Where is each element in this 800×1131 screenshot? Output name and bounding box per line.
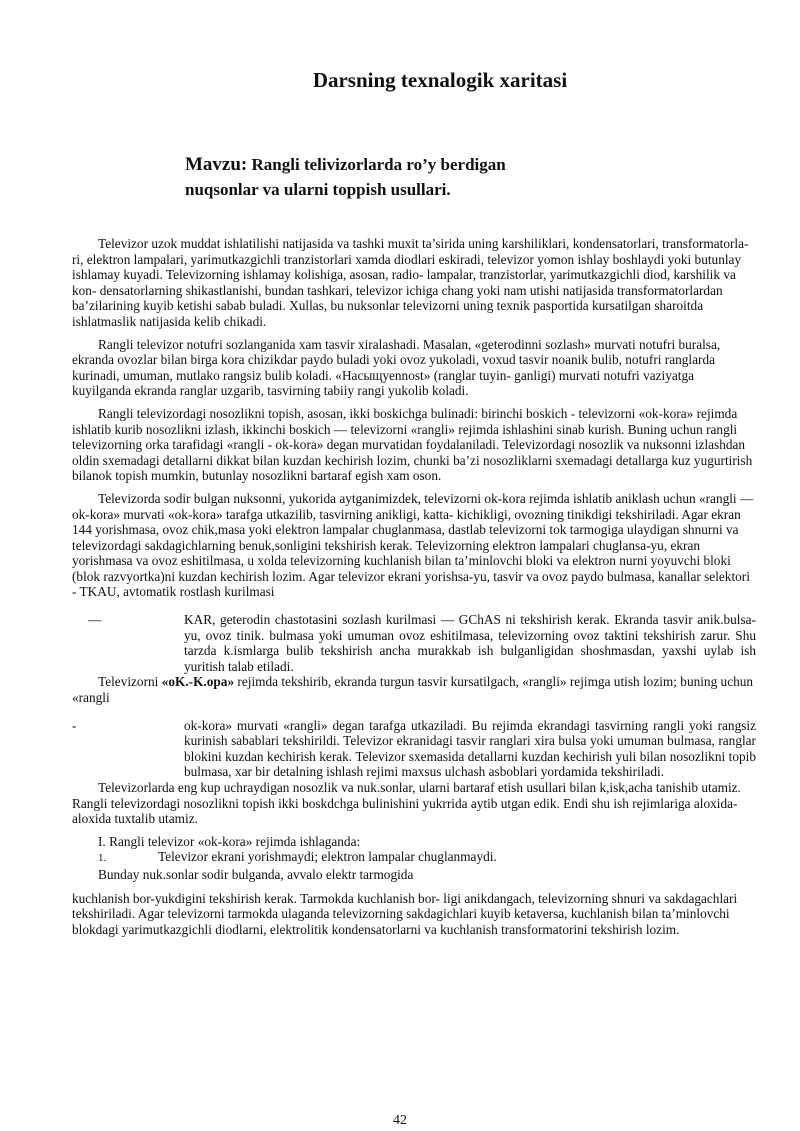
topic-heading bbox=[185, 152, 506, 202]
list-heading: I. Rangli televizor «ok-kora» rejimda ishlaganda: bbox=[98, 833, 361, 849]
dash-mark: — bbox=[88, 612, 102, 628]
paragraph: kuchlanish bor-yukdigini tekshirish kerak. Tarmokda kuchlanish bor- ligi anikdangach, televizorning shnuri va sakdagachlari tekshiriladi. Agar televizorni tarmokda ulaganda televizorning sakdagichlari kuyib ketaversa, kuchlanish bilan ta’minlovchi blokdagi yarimutkazgichli diodlarni, elektrolitik kondensatorlarni va kuchlanish transformatorini tekshirish lozim. bbox=[72, 890, 738, 937]
paragraph-text: ok-kora» murvati «rangli» degan tarafga utkaziladi. Bu rejimda ekrandagi tasvirning rangli yoki rangsiz kurinish sabablari tekshirildi. Televizor ekranidagi tasvir ranglari xira bulsa yoki umuman bulmasa, ranglar blokini kuzdan kechirish kerak. Televizor sxemasida detallarni kuzdan kechirish yuli bilan nosozlikni topib bulmasa, xar bir detalning ishlash rejimi maxsus ulchash asboblari yordamida tekshiriladi. bbox=[184, 717, 756, 780]
paragraph: Rangli televizordagi nosozlikni topish, asosan, ikki boskichga bulinadi: birinchi boskich - televizorni «ok-kora» rejimda ishlatib kurib nosozlikni izlash, ikkinchi boskich — televizorni «rangli» rejimda ishlashini sinab kurish. Buning uchun rangli televizorning orka tarafidagi «rangli - ok-kora» degan murvatidan foydalaniladi. Televizordagi nosozlik va nuksonni izlashdan oldin sxemadagi detallarni dikkat bilan kuzdan kechirish lozim, chunki ba’zi nosozliklarni sxemadagi detallarga kuz yugurtirish bilanok topish mumkin, butunlay nosozlikni bartaraf egish xam oson. bbox=[72, 405, 753, 484]
topic-line-1 bbox=[185, 152, 506, 177]
dash-mark: - bbox=[72, 717, 77, 733]
paragraph-text: Televizorni bbox=[98, 674, 162, 690]
body-text bbox=[72, 236, 756, 944]
list-number: 1. bbox=[98, 852, 107, 865]
paragraph: Bunday nuk.sonlar sodir bulganda, avvalo elektr tarmogida bbox=[98, 866, 414, 882]
list-text: Televizor ekrani yorishmaydi; elektron lampalar chuglanmaydi. bbox=[158, 849, 497, 865]
paragraph-text: KAR, geterodin chastotasini sozlash kurilmasi — GChAS ni tekshirish kerak. Ekranda tasvir anik.bulsa-yu, ovoz tinik. bulmasa yoki umuman ovoz eshitilmasa, televizorning ovoz taktini tekshirish zarur. Shu tarzda k.ismlarga bulib tekshirish ancha murakkab ish bulganligidan shoshmasdan, yaxshi uylab ish yuritish talab etiladi. bbox=[184, 612, 756, 674]
bold-text: «oK.-K.opa» bbox=[161, 674, 235, 690]
topic-text-1: Rangli telivizorlarda ro’y berdigan bbox=[247, 155, 506, 174]
topic-line-2: nuqsonlar va ularni toppish usullari. bbox=[185, 180, 451, 199]
paragraph bbox=[72, 612, 756, 674]
topic-label: Mavzu: bbox=[185, 154, 248, 175]
list-item bbox=[72, 849, 756, 867]
paragraph: Televizorda sodir bulgan nuksonni, yukorida aytganimizdek, televizorni ok-kora rejimda ishlatib aniklash uchun «rangli — ok-kora» murvati «ok-kora» tarafga utkazilib, tasvirning anikligi, katta- kichikligi, ovozning tinikdigi tekshiriladi. Agar ekran 144 yorishmasa, ovoz chik,masa yoki elektron lampalar chuglanmasa, dastlab televizorni tok tarmogiga ulaydigan shnurni va televizordagi sakdagichlarning benuk,sonligini tekshirish kerak. Televizorning elektron lampalari chuglansa-yu, ekran yorishmasa va ovoz eshitilmasa, u xolda televizorning kuchlanish bilan ta’minlovchi bloki va elektron nurni yoyuvchi bloki (blok razvyortka)ni kuzdan kechirish lozim. Agar televizor ekrani yorishsa-yu, tasvir va ovoz paydo bulmasa, kanallar selektori - TKAU, avtomatik rostlash kurilmasi bbox=[72, 490, 754, 600]
page-title: Darsning texnalogik xaritasi bbox=[312, 68, 568, 92]
paragraph: Televizor uzok muddat ishlatilishi natijasida va tashki muxit ta’sirida uning karshiliklari, kondensatorlari, transformatorla- ri, elektron lampalari, yarimutkazgichli tranzistorlari xamda diodlari eskiradi, televizor yomon ishlay boshlaydi yoki butunlay ishlamay kuyadi. Televizorning ishlamay kolishiga, asosan, radio- lampalar, tranzistorlar, yarimutkazgichli diod, karshilik va kon- densatorlarning shikastlanishi, bundan tashkari, televizor ichiga chang yoki nam utishi natijasida transformatorlardan ba’zilarining kuyib ketishi sabab buladi. Xullas, bu nuksonlar televizorni uning texnik pasportida kursatilgan sharoitda ishlatmaslik natijasida kelib chikadi. bbox=[72, 236, 749, 329]
paragraph: Televizorlarda eng kup uchraydigan nosozlik va nuk.sonlar, ularni bartaraf etish usullari bilan k,isk,acha tanishib utamiz. Rangli televizordagi nosozlikni topish ikki boskdchga bulinishini yukrrida aytib utgan edik. Endi shu ish rejimlariga aloxida-aloxida tuxtalib utamiz. bbox=[72, 780, 741, 827]
page-number: 42 bbox=[393, 1113, 407, 1128]
paragraph bbox=[72, 674, 756, 705]
paragraph-text: rejimda tekshirib, ekranda turgun tasvir kursatilgach, «rangli» rejimga utish lozim; buning uchun «rangli bbox=[72, 674, 754, 706]
paragraph bbox=[72, 718, 756, 780]
paragraph: Rangli televizor notufri sozlanganida xam tasvir xiralashadi. Masalan, «geterodinni sozlash» murvati notufri buralsa, ekranda ovozlar bilan birga kora chizikdar paydo buladi yoki ovoz yukoladi, voxud tasvir noanik bulib, notufri ranglarda kurinadi, umuman, mutlako rangsiz bulib koladi. «Насыщуеnnost» (ranglar tuyin- ganligi) murvati notufri vaziyatga kuyilganda ekranda ranglar uzgarib, tasvirning tabiiy rangi yukolib koladi. bbox=[72, 336, 721, 399]
